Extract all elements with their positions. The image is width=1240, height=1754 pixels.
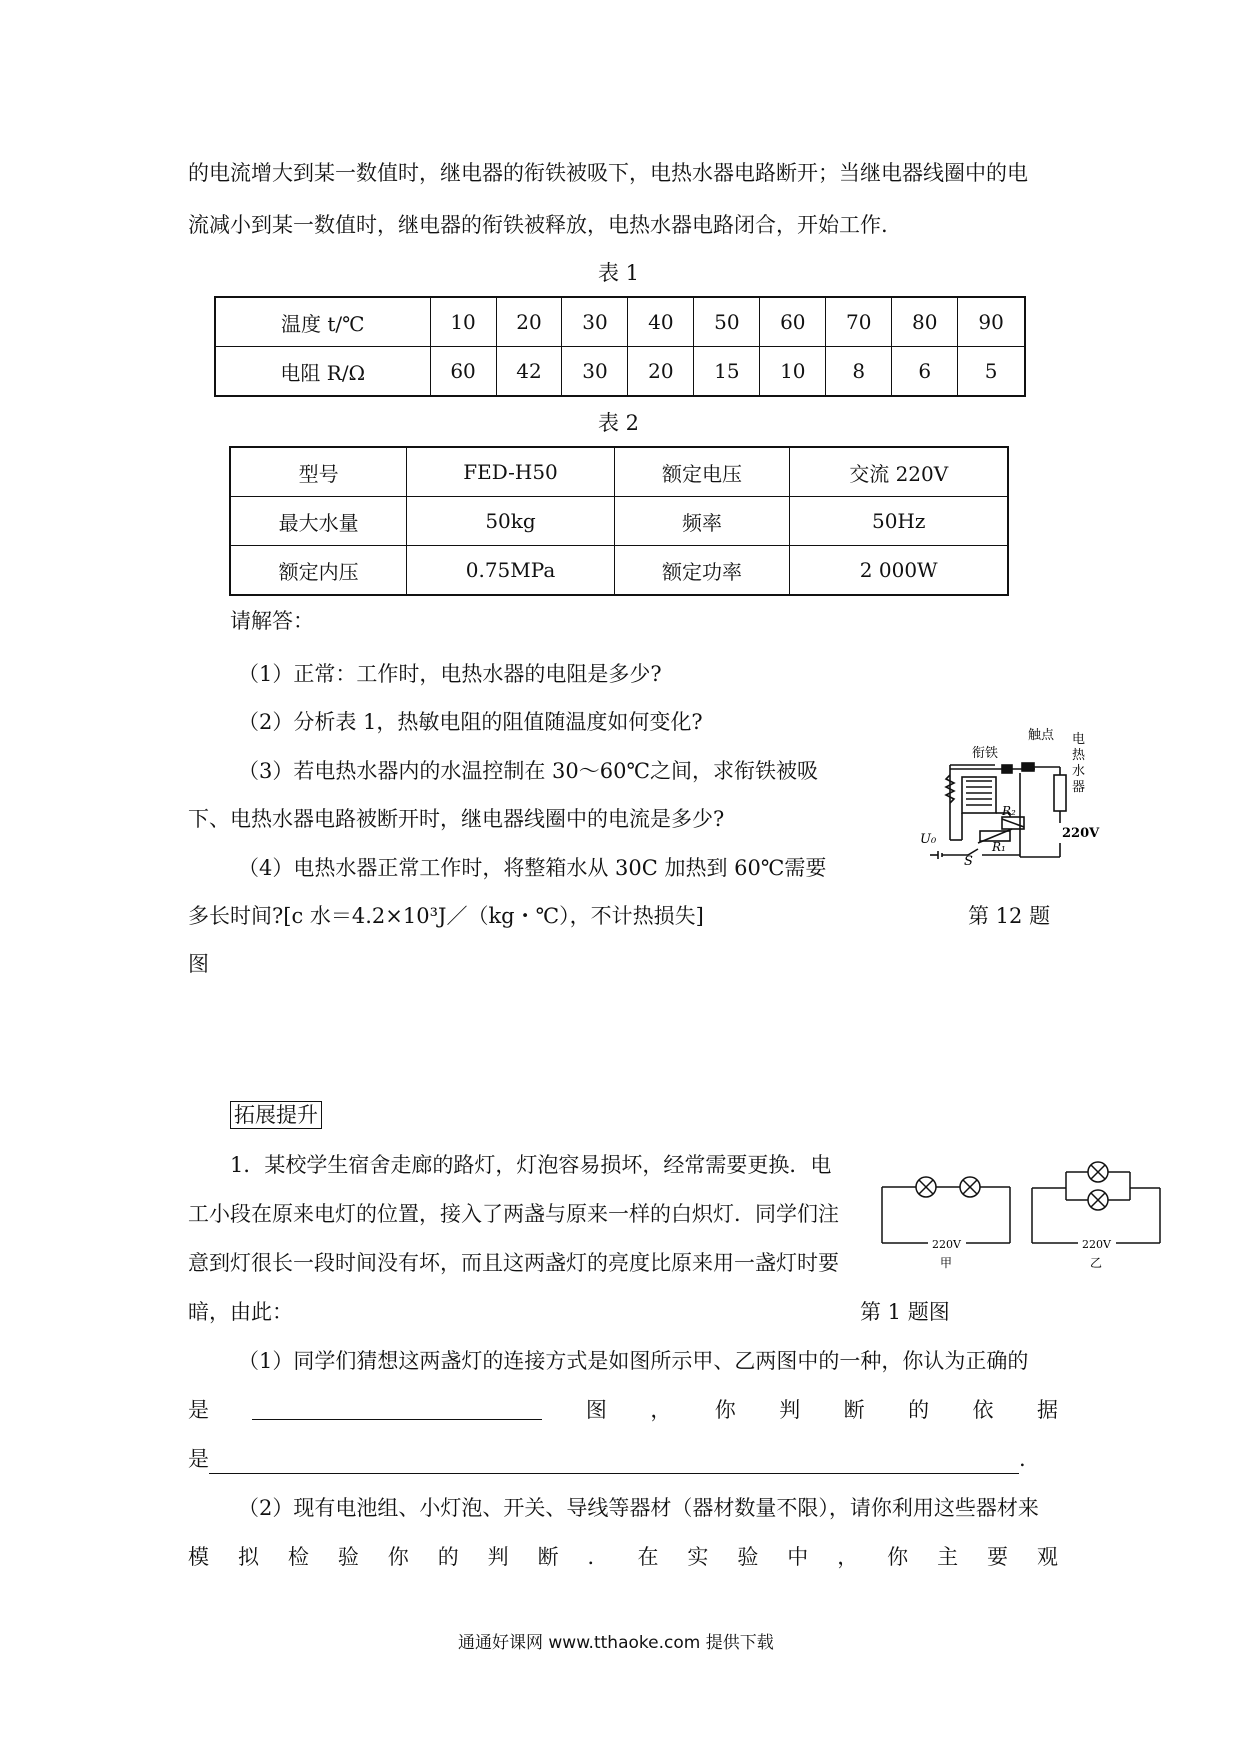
s1-answer-blank-1[interactable] xyxy=(252,1395,542,1420)
label-heater-1: 电 xyxy=(1072,732,1086,747)
s2-word: 你 xyxy=(887,1545,909,1569)
s2-word: ， xyxy=(837,1545,859,1569)
q12-sub-4c: 图 xyxy=(188,952,209,976)
table1-row xyxy=(215,347,1025,397)
table2-cell: FED-H50 xyxy=(407,447,614,497)
table1-cell: 温度 t/℃ xyxy=(215,297,430,347)
table2-cell: 频率 xyxy=(614,497,790,546)
table2-row xyxy=(230,546,1008,596)
s2-word: ． xyxy=(587,1545,609,1569)
s2-word: 检 xyxy=(287,1545,309,1569)
table1-cell: 15 xyxy=(694,347,760,397)
p1-line-1: 1．某校学生宿舍走廊的路灯，灯泡容易损坏，经常需要更换．电 xyxy=(230,1153,832,1177)
table1-cell: 20 xyxy=(496,297,562,347)
s1-line-2 xyxy=(188,1395,1058,1425)
s1-word-6: 的 xyxy=(908,1398,930,1422)
s2-word: 验 xyxy=(737,1545,759,1569)
s2-word: 判 xyxy=(487,1545,509,1569)
table1-cell: 40 xyxy=(628,297,694,347)
s2-word: 中 xyxy=(787,1545,809,1569)
table2-cell: 最大水量 xyxy=(230,497,407,546)
label-contact: 触点 xyxy=(1028,728,1055,743)
s1-word-3: 你 xyxy=(714,1398,736,1422)
q12-sub-4a: （4）电热水器正常工作时，将整箱水从 30C 加热到 60℃需要 xyxy=(238,856,827,880)
table2-cell: 额定功率 xyxy=(614,546,790,596)
table1-cell: 8 xyxy=(826,347,892,397)
s2-word: 模 xyxy=(188,1545,209,1569)
q12-sub-4b: 多长时间?[c 水＝4.2×10³J／（kg・℃），不计热损失] xyxy=(188,904,704,928)
s2-word: 观 xyxy=(1036,1545,1058,1569)
series-circuit-figure xyxy=(880,1165,1020,1270)
table1-cell: 30 xyxy=(562,347,628,397)
intro-line-1: 的电流增大到某一数值时，继电器的衔铁被吸下，电热水器电路断开；当继电器线圈中的电 xyxy=(188,161,1028,185)
q12-prompt: 请解答： xyxy=(230,609,314,633)
q12-sub-3b: 下、电热水器电路被断开时，继电器线圈中的电流是多少? xyxy=(188,807,725,831)
p1-figure-caption: 第 1 题图 xyxy=(860,1300,950,1324)
label-u0: U₀ xyxy=(920,832,937,847)
table1-cell: 60 xyxy=(760,297,826,347)
q12-sub-3a: （3）若电热水器内的水温控制在 30～60℃之间，求衔铁被吸 xyxy=(238,759,818,783)
s1-word-8: 据 xyxy=(1036,1398,1058,1422)
label-heater-2: 热 xyxy=(1072,748,1086,763)
parallel-circuit-figure xyxy=(1030,1160,1170,1270)
table2-row xyxy=(230,447,1008,497)
table2-caption: 表 2 xyxy=(598,411,640,435)
table2-cell: 2 000W xyxy=(790,546,1008,596)
table1-caption: 表 1 xyxy=(598,261,640,285)
s2-line-2 xyxy=(188,1542,1058,1572)
table1-cell: 30 xyxy=(562,297,628,347)
s1-line3-start: 是 xyxy=(188,1447,209,1471)
table-2 xyxy=(229,446,1009,596)
table2-cell: 0.75MPa xyxy=(407,546,614,596)
p1-line-4: 暗，由此： xyxy=(188,1300,293,1324)
intro-line-2: 流减小到某一数值时，继电器的衔铁被释放，电热水器电路闭合，开始工作. xyxy=(188,213,888,237)
s2-word: 验 xyxy=(337,1545,359,1569)
s1-word-0: 是 xyxy=(188,1398,209,1422)
table1-cell: 5 xyxy=(958,347,1025,397)
label-armature: 衔铁 xyxy=(972,746,999,761)
s2-word: 的 xyxy=(437,1545,459,1569)
label-r2: R₂ xyxy=(1002,804,1016,818)
s2-word: 你 xyxy=(387,1545,409,1569)
q12-sub-1: （1）正常：工作时，电热水器的电阻是多少? xyxy=(238,662,662,686)
s2-word: 实 xyxy=(687,1545,709,1569)
table2-row xyxy=(230,497,1008,546)
parallel-label: 乙 xyxy=(1090,1256,1103,1270)
parallel-voltage-label: 220V xyxy=(1082,1238,1111,1251)
series-label: 甲 xyxy=(940,1256,953,1270)
relay-circuit-figure xyxy=(920,725,1100,865)
table1-cell: 10 xyxy=(430,297,496,347)
q12-sub-2: （2）分析表 1，热敏电阻的阻值随温度如何变化? xyxy=(238,710,703,734)
label-heater-4: 器 xyxy=(1072,780,1086,795)
table2-cell: 交流 220V xyxy=(790,447,1008,497)
table1-cell: 20 xyxy=(628,347,694,397)
table2-cell: 50kg xyxy=(407,497,614,546)
table1-cell: 6 xyxy=(892,347,958,397)
s1-answer-blank-2[interactable] xyxy=(209,1449,1019,1474)
table2-cell: 型号 xyxy=(230,447,407,497)
s1-word-1: 图 xyxy=(585,1398,607,1422)
table2-cell: 额定电压 xyxy=(614,447,790,497)
table1-cell: 60 xyxy=(430,347,496,397)
table1-cell: 电阻 R/Ω xyxy=(215,347,430,397)
p1-line-3: 意到灯很长一段时间没有坏，而且这两盏灯的亮度比原来用一盏灯时要 xyxy=(188,1251,839,1275)
table1-row xyxy=(215,297,1025,347)
section-title-box: 拓展提升 xyxy=(230,1101,322,1129)
s1-word-2: ， xyxy=(650,1398,672,1422)
table-1 xyxy=(214,296,1026,397)
table1-cell: 70 xyxy=(826,297,892,347)
s1-line-1: （1）同学们猜想这两盏灯的连接方式是如图所示甲、乙两图中的一种，你认为正确的 xyxy=(238,1349,1029,1373)
label-heater-3: 水 xyxy=(1072,764,1086,779)
s1-line-3 xyxy=(188,1444,1026,1474)
s1-word-5: 断 xyxy=(843,1398,865,1422)
table1-cell: 42 xyxy=(496,347,562,397)
s2-word: 主 xyxy=(937,1545,959,1569)
s2-word: 拟 xyxy=(237,1545,259,1569)
table1-cell: 50 xyxy=(694,297,760,347)
table1-cell: 10 xyxy=(760,347,826,397)
label-switch: S xyxy=(964,854,973,865)
label-voltage: 220V xyxy=(1062,826,1100,841)
table1-cell: 80 xyxy=(892,297,958,347)
s1-word-7: 依 xyxy=(972,1398,994,1422)
s1-word-4: 判 xyxy=(779,1398,801,1422)
s2-line-1: （2）现有电池组、小灯泡、开关、导线等器材（器材数量不限），请你利用这些器材来 xyxy=(238,1496,1039,1520)
q12-figure-caption: 第 12 题 xyxy=(968,904,1051,928)
label-r1: R₁ xyxy=(992,840,1006,854)
p1-line-2: 工小段在原来电灯的位置，接入了两盏与原来一样的白炽灯．同学们注 xyxy=(188,1202,839,1226)
s1-line3-end: . xyxy=(1019,1447,1026,1471)
footer-credit: 通通好课网 www.tthaoke.com 提供下载 xyxy=(458,1633,774,1653)
table1-cell: 90 xyxy=(958,297,1025,347)
section-title xyxy=(230,1100,322,1130)
s2-word: 在 xyxy=(637,1545,659,1569)
series-voltage-label: 220V xyxy=(932,1238,961,1251)
table2-cell: 50Hz xyxy=(790,497,1008,546)
table2-cell: 额定内压 xyxy=(230,546,407,596)
s2-word: 断 xyxy=(537,1545,559,1569)
s2-word: 要 xyxy=(987,1545,1008,1569)
